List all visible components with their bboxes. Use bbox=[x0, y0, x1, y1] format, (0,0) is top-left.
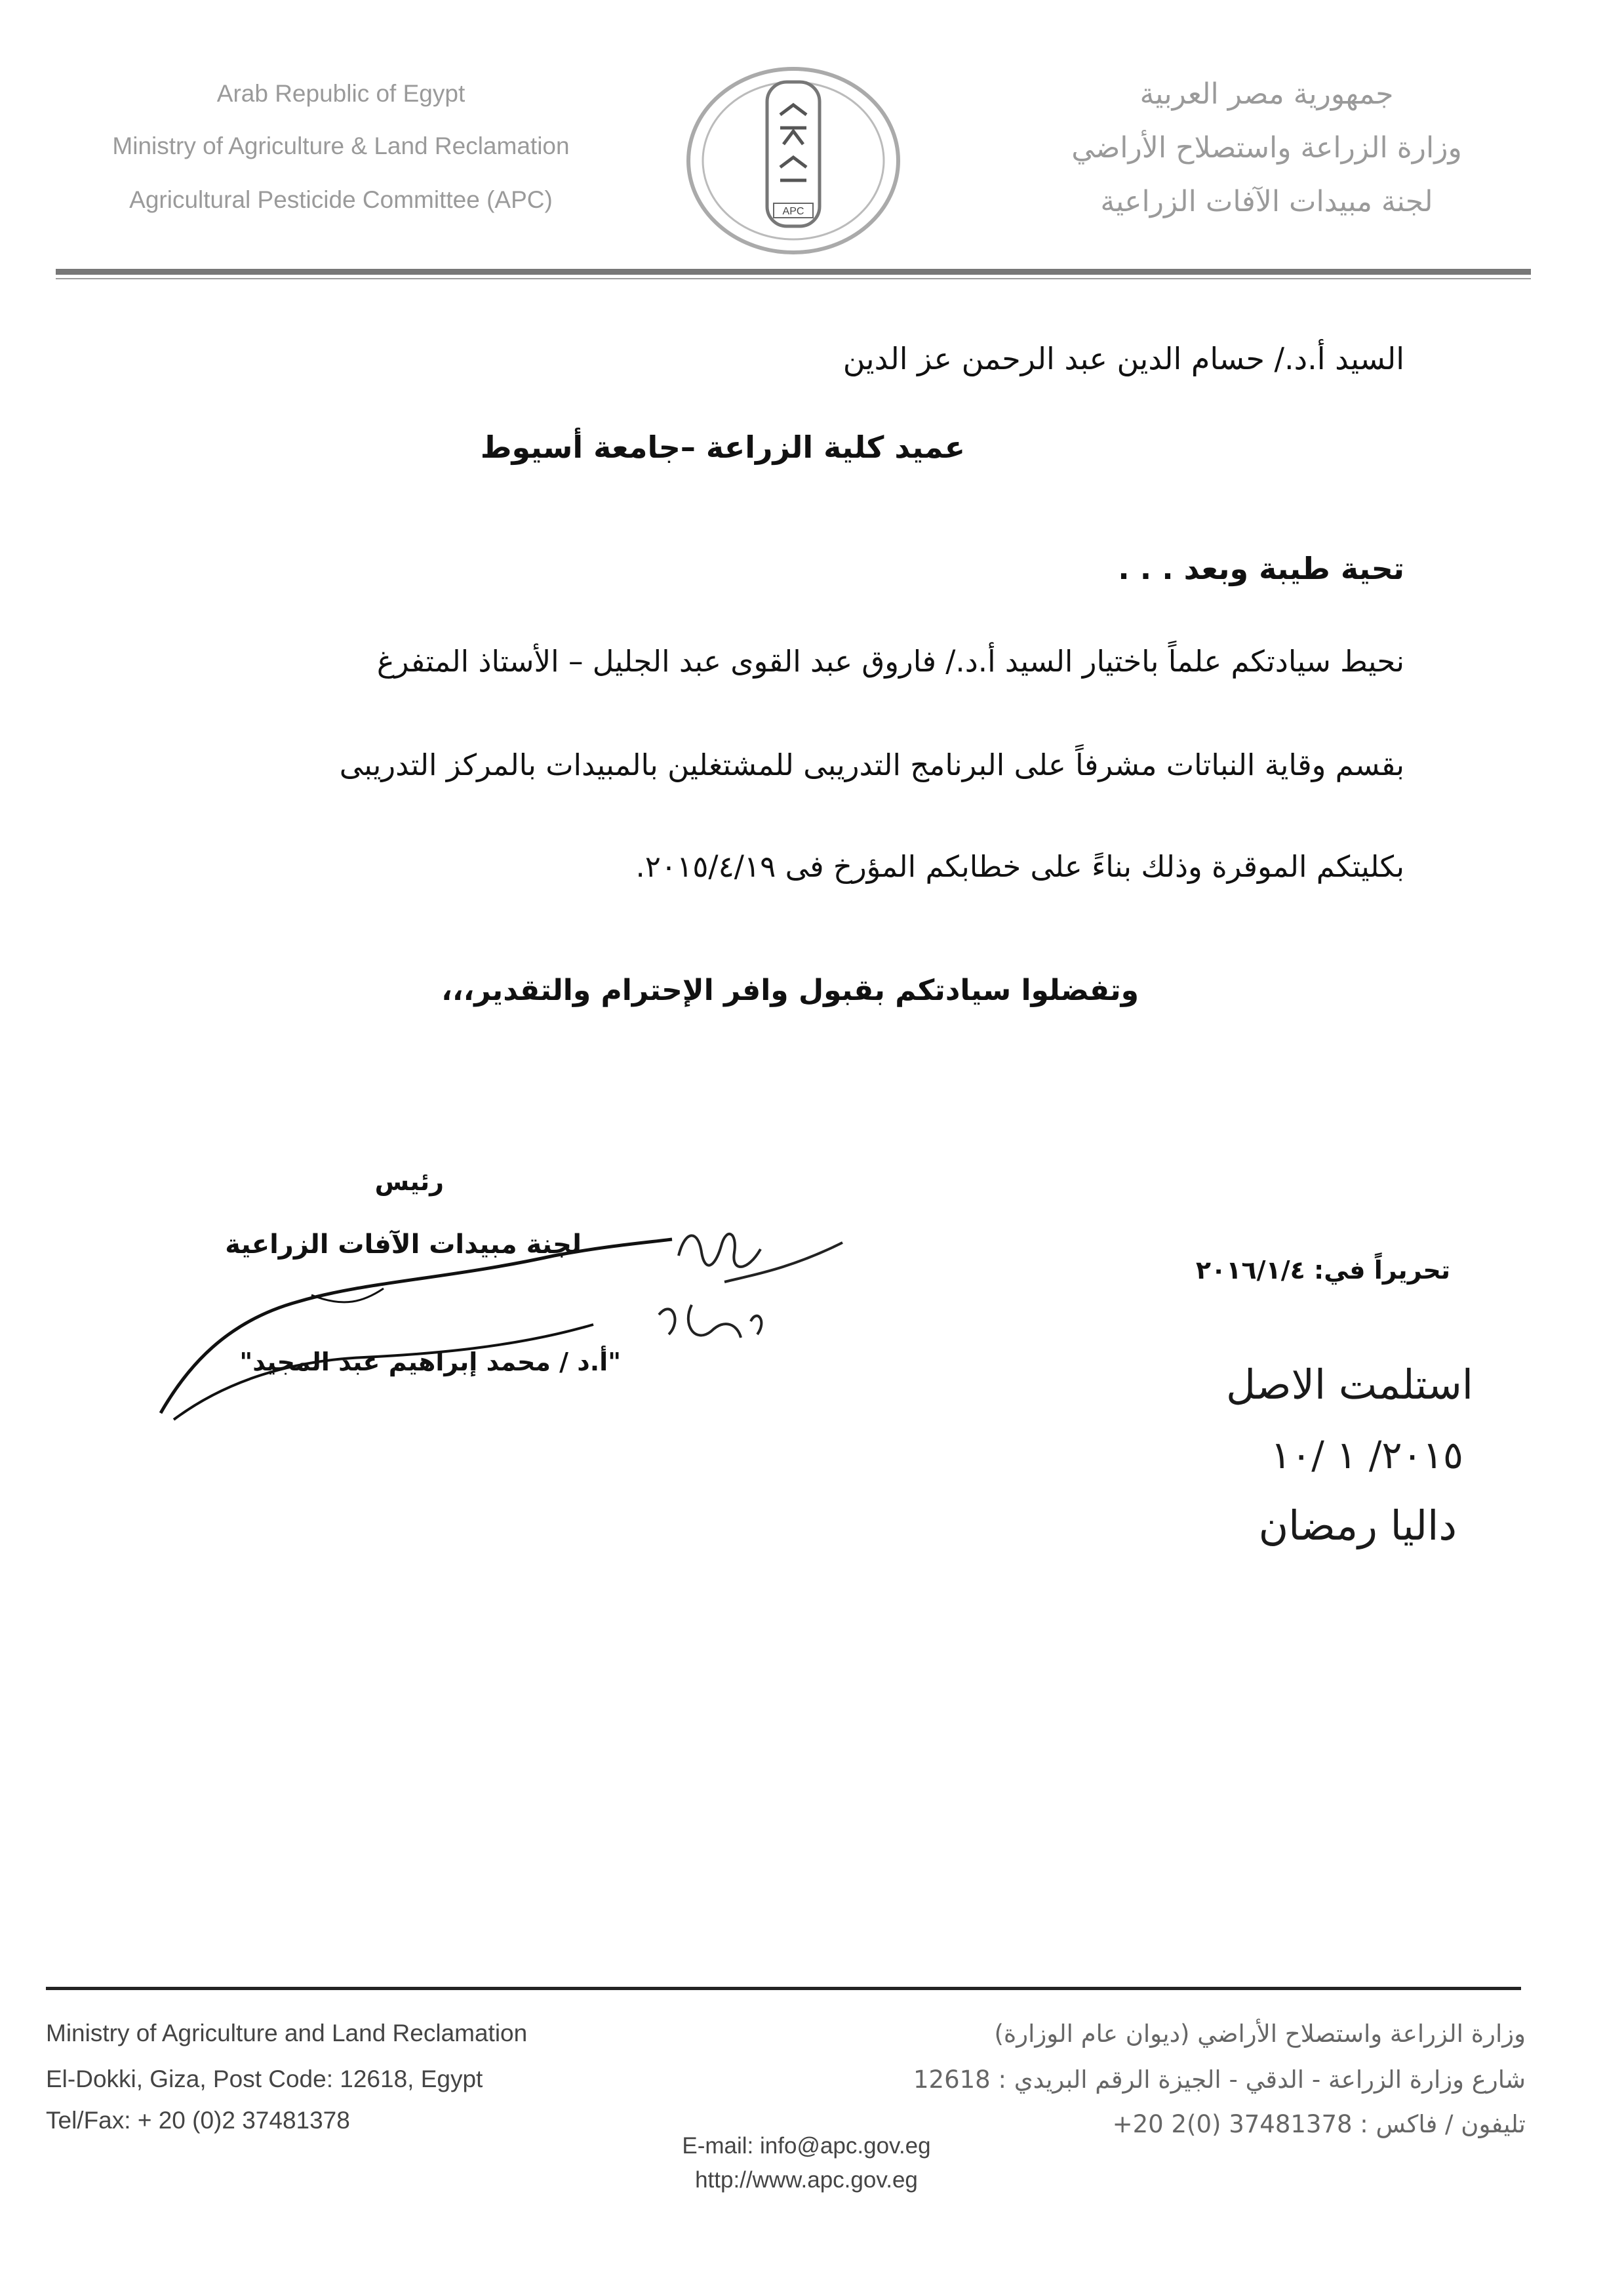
handwritten-received: استلمت الاصل bbox=[1225, 1361, 1473, 1408]
footer-email[interactable]: E-mail: info@apc.gov.eg bbox=[682, 2133, 931, 2159]
signatory-role: رئيس bbox=[374, 1167, 444, 1196]
footer-ar-address: شارع وزارة الزراعة - الدقي - الجيزة الرقم البريدي : 12618 bbox=[913, 2066, 1526, 2094]
recipient-name: السيد أ.د./ حسام الدين عبد الرحمن عز الدين bbox=[842, 341, 1404, 376]
greeting: تحية طيبة وبعد . . . bbox=[1118, 551, 1404, 586]
footer-ar-ministry: وزارة الزراعة واستصلاح الأراضي (ديوان عام الوزارة) bbox=[994, 2020, 1526, 2048]
letterhead-en-country: Arab Republic of Egypt bbox=[216, 80, 465, 107]
footer-en-telfax: Tel/Fax: + 20 (0)2 37481378 bbox=[46, 2107, 350, 2134]
body-line-1: نحيط سيادتكم علماً باختيار السيد أ.د./ فاروق عبد القوى عبد الجليل – الأستاذ المتفرغ bbox=[376, 644, 1404, 679]
body-line-3: بكليتكم الموقرة وذلك بناءً على خطابكم المؤرخ فى ٢٠١٥/٤/١٩. bbox=[635, 849, 1404, 884]
letterhead-ar-committee: لجنة مبيدات الآفات الزراعية bbox=[1100, 185, 1433, 218]
footer-divider bbox=[46, 1987, 1521, 1990]
handwritten-date: ٢٠١٥/ ١ /١٠ bbox=[1270, 1433, 1463, 1477]
signatory-name: "أ.د / محمد إبراهيم عبد المجيد" bbox=[239, 1347, 621, 1376]
recipient-title: عميد كلية الزراعة –جامعة أسيوط bbox=[480, 429, 965, 465]
letterhead-divider bbox=[56, 269, 1531, 275]
footer-en-address: El-Dokki, Giza, Post Code: 12618, Egypt bbox=[46, 2066, 483, 2092]
handwritten-signature bbox=[148, 1216, 882, 1439]
closing-salutation: وتفضلوا سيادتكم بقبول وافر الإحترام والتقدير،،، bbox=[441, 974, 1139, 1007]
footer-website-link[interactable]: http://www.apc.gov.eg bbox=[695, 2167, 918, 2193]
footer-ar-telfax: تليفون / فاكس : 37481378 (0)2 20+ bbox=[1112, 2110, 1526, 2138]
letterhead-divider-thin bbox=[56, 278, 1531, 279]
issue-date: تحريراً في: ٢٠١٦/١/٤ bbox=[1195, 1256, 1450, 1285]
letterhead-ar-country: جمهورية مصر العربية bbox=[1139, 77, 1394, 111]
body-line-2: بقسم وقاية النباتات مشرفاً على البرنامج التدريبى للمشتغلين بالمبيدات بالمركز التدريبى bbox=[339, 748, 1404, 782]
handwritten-receiver-name: داليا رمضان bbox=[1258, 1502, 1457, 1549]
logo-apc-text: APC bbox=[782, 206, 804, 217]
apc-seal-logo bbox=[682, 62, 905, 259]
letterhead-ar-ministry: وزارة الزراعة واستصلاح الأراضي bbox=[1071, 131, 1462, 165]
letterhead-en-committee: Agricultural Pesticide Committee (APC) bbox=[129, 186, 553, 213]
signatory-committee: لجنة مبيدات الآفات الزراعية bbox=[225, 1229, 582, 1260]
letterhead-en-ministry: Ministry of Agriculture & Land Reclamation bbox=[112, 132, 570, 159]
footer-en-ministry: Ministry of Agriculture and Land Reclamation bbox=[46, 2020, 528, 2046]
